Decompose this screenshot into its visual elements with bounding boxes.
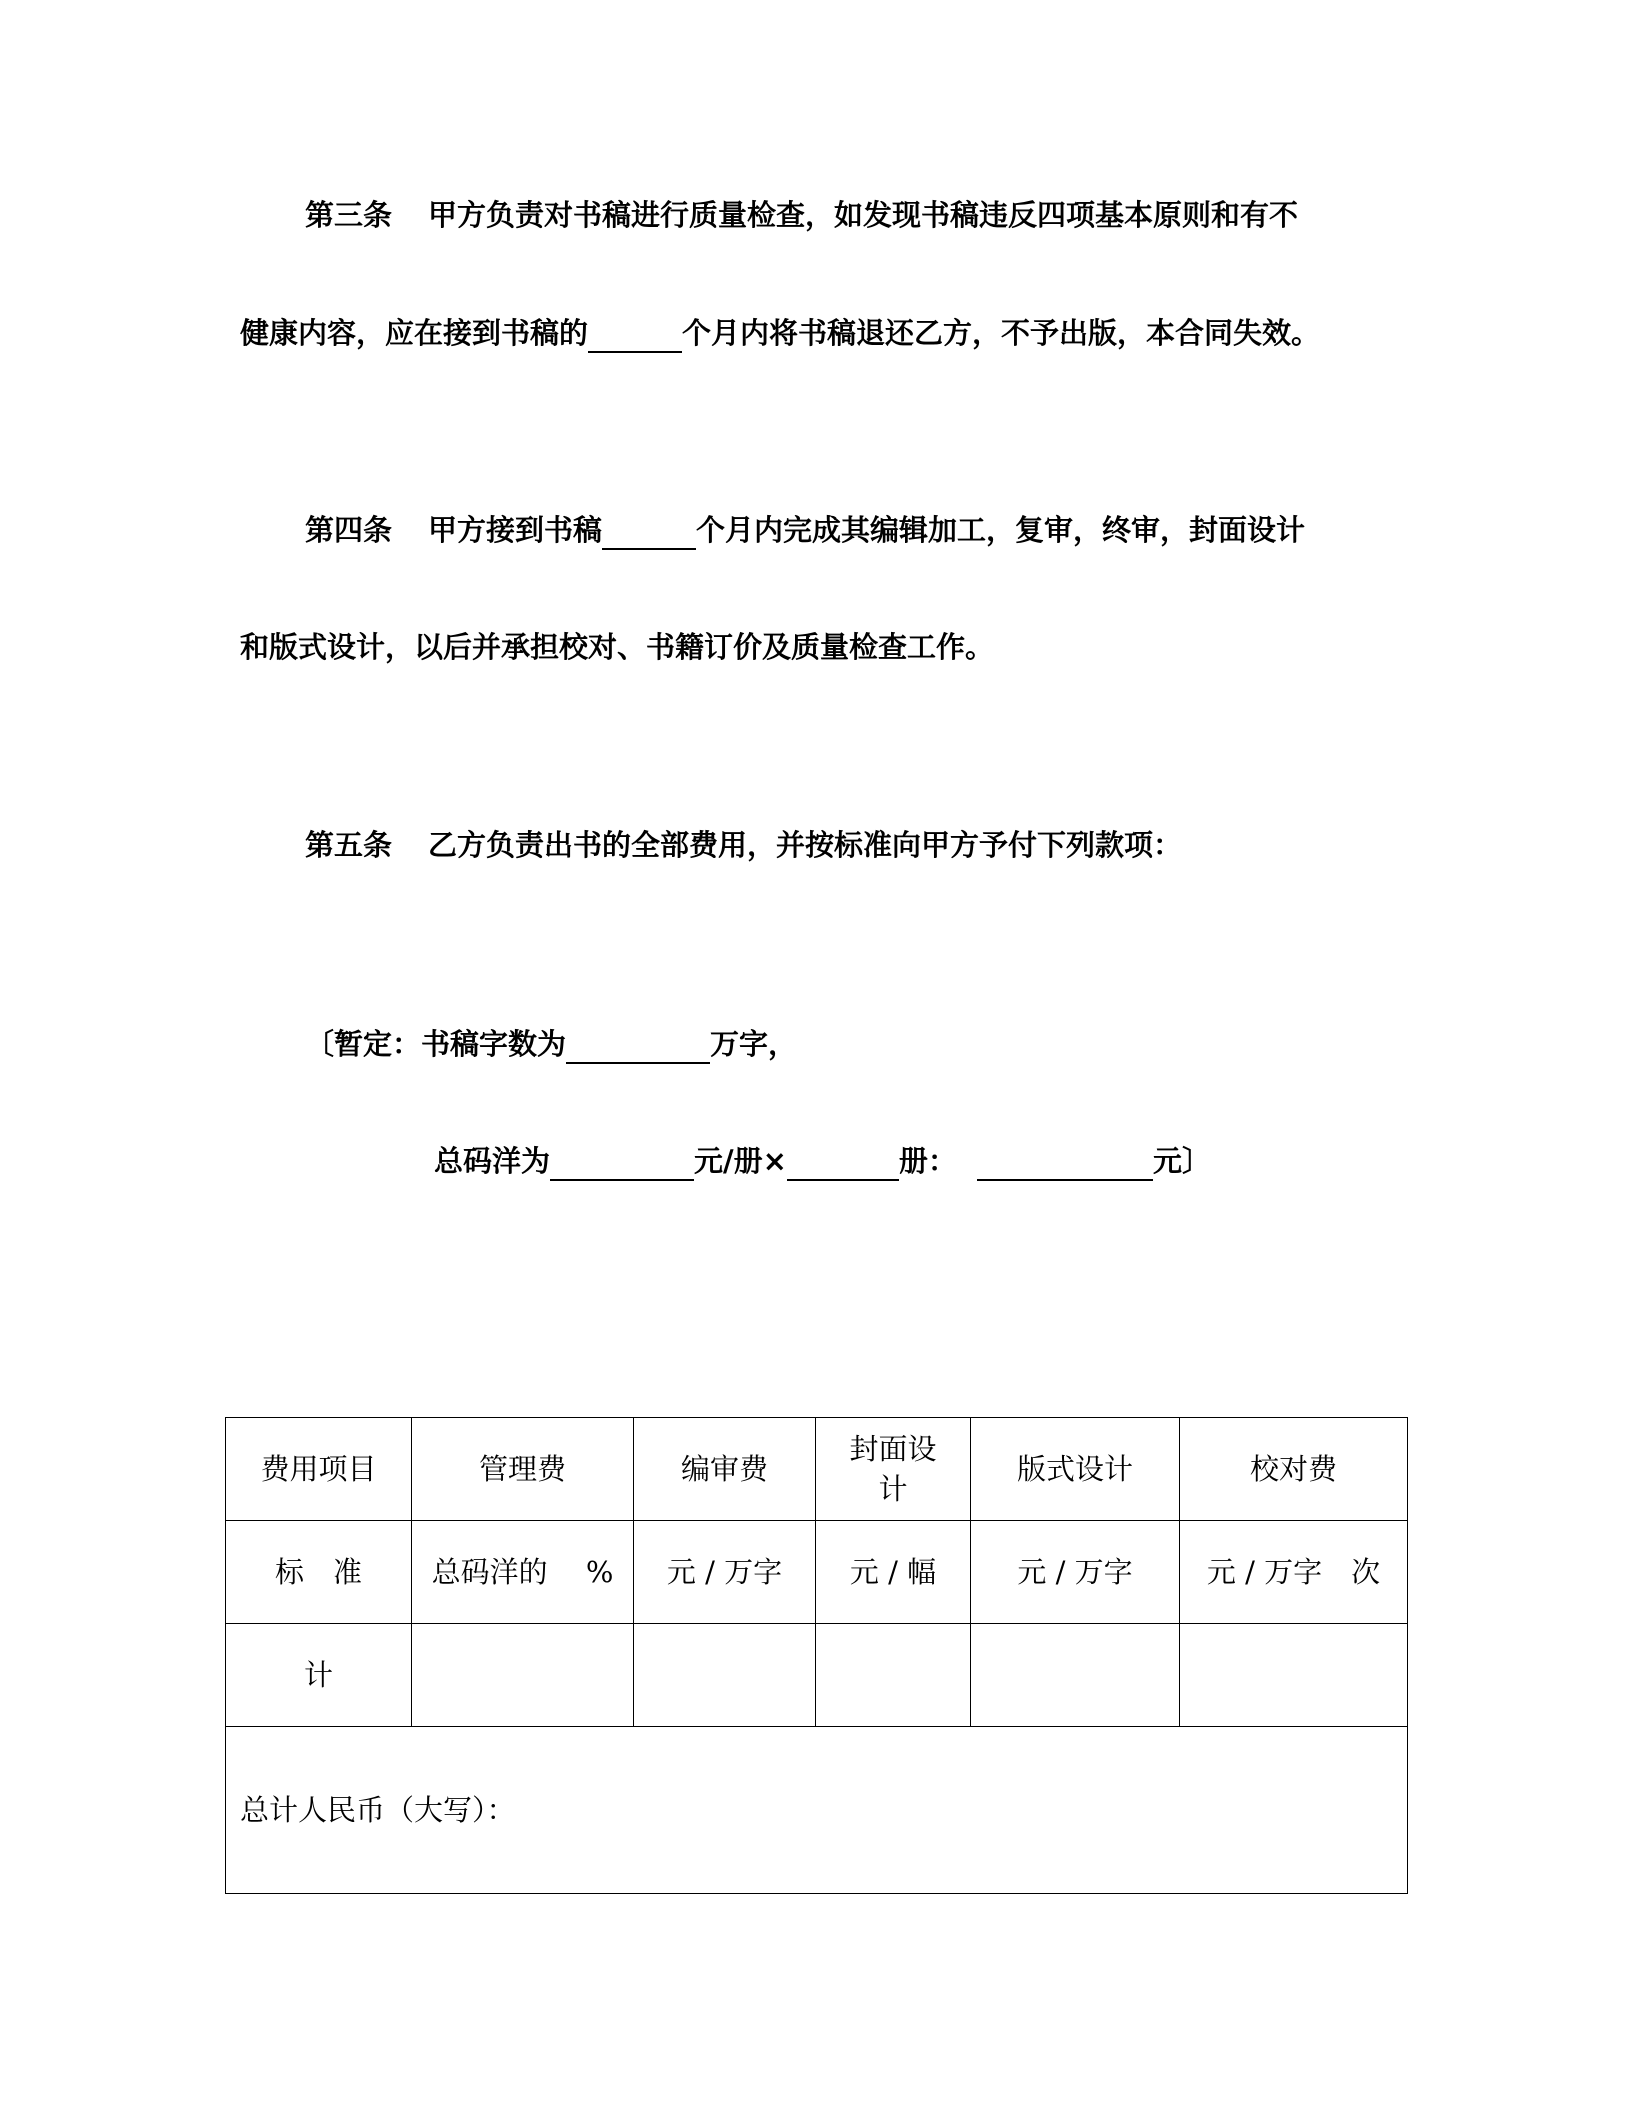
tentative-text-1a: 〔暂定：书稿字数为 [305,1027,567,1061]
tentative-text-1b: 万字， [710,1027,798,1061]
article5-line1 [305,825,1182,865]
article5-label: 第五条 [305,828,393,862]
article5-text-1: 乙方负责出书的全部费用，并按标准向甲方予付下列款项： [428,828,1183,862]
months-blank-article3[interactable] [588,317,682,353]
article4-line2 [240,627,994,667]
header-management-fee: 管理费 [412,1418,634,1521]
header-fee-item: 费用项目 [226,1418,412,1521]
article4-label: 第四条 [305,513,393,547]
standard-layout[interactable]: 元 / 万字 [971,1521,1180,1624]
total-rmb-label: 总计人民币（大写）： [240,1793,516,1827]
article3-text-2b: 个月内将书稿退还乙方，不予出版，本合同失效。 [682,316,1321,350]
header-cover-design [816,1418,971,1521]
article3-line2 [240,313,1320,353]
subtotal-cover[interactable] [816,1624,971,1727]
tentative-text-2d: 元〕 [1152,1144,1211,1178]
total-rmb-cell[interactable] [226,1727,1408,1894]
table-row-standard [226,1521,1408,1624]
header-editing-fee: 编审费 [634,1418,816,1521]
article3-line1 [305,195,1298,235]
tentative-text-2b: 元/册× [694,1144,787,1178]
subtotal-layout[interactable] [971,1624,1180,1727]
tentative-line2 [434,1141,1211,1181]
article3-text-1: 甲方负责对书稿进行质量检查，如发现书稿违反四项基本原则和有不 [428,198,1299,232]
header-proofreading-fee: 校对费 [1180,1418,1408,1521]
word-count-blank[interactable] [566,1028,710,1064]
standard-management[interactable]: 总码洋的 % [412,1521,634,1624]
article4-text-2: 和版式设计，以后并承担校对、书籍订价及质量检查工作。 [240,630,995,664]
subtotal-label: 计 [226,1624,412,1727]
standard-label: 标 准 [226,1521,412,1624]
subtotal-management[interactable] [412,1624,634,1727]
months-blank-article4[interactable] [602,514,696,550]
article4-text-1a: 甲方接到书稿 [428,513,603,547]
header-layout-design: 版式设计 [971,1418,1180,1521]
header-cover-design-text: 封面设计 [849,1432,937,1506]
article4-text-1b: 个月内完成其编辑加工，复审，终审，封面设计 [696,513,1306,547]
table-row-subtotal [226,1624,1408,1727]
tentative-text-2a: 总码洋为 [434,1144,551,1178]
total-amount-blank[interactable] [977,1145,1153,1181]
copies-blank[interactable] [787,1145,899,1181]
table-row-total [226,1727,1408,1894]
standard-editing[interactable]: 元 / 万字 [634,1521,816,1624]
standard-cover[interactable]: 元 / 幅 [816,1521,971,1624]
article4-line1 [305,510,1305,550]
tentative-line1 [305,1024,797,1064]
standard-proofreading[interactable]: 元 / 万字 次 [1180,1521,1408,1624]
article3-text-2a: 健康内容，应在接到书稿的 [240,316,589,350]
fee-table [225,1417,1408,1894]
tentative-text-2c: 册： [898,1144,957,1178]
table-row-header [226,1418,1408,1521]
price-per-copy-blank[interactable] [550,1145,694,1181]
subtotal-proofreading[interactable] [1180,1624,1408,1727]
article3-label: 第三条 [305,198,393,232]
subtotal-editing[interactable] [634,1624,816,1727]
